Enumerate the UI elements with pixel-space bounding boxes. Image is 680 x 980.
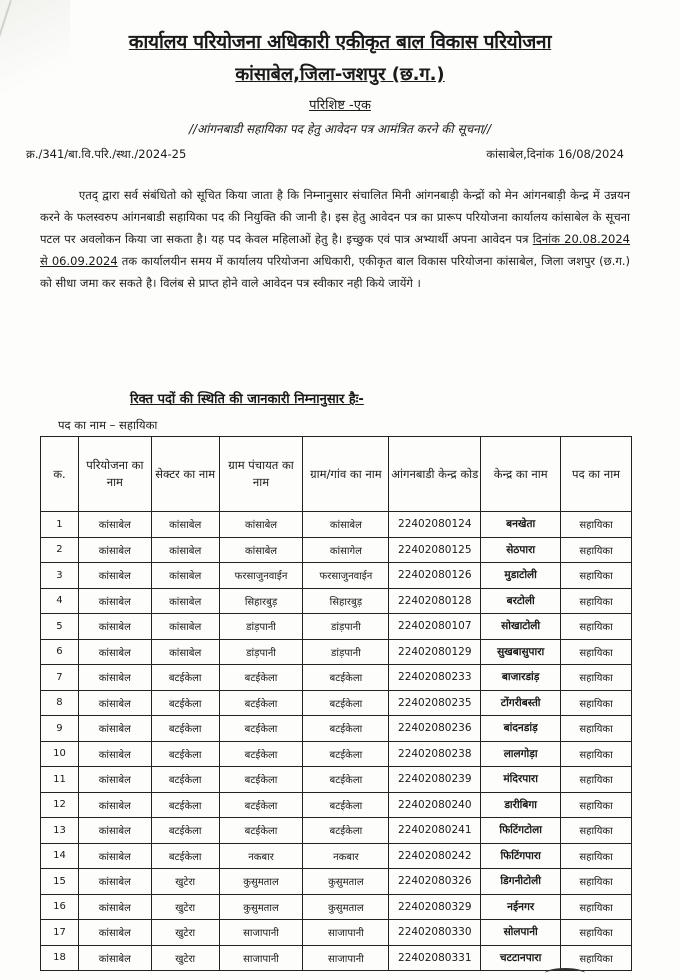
cell-village: कांसागेल: [303, 537, 389, 563]
notice-subject: //आंगनबाडी सहायिका पद हेतु आवेदन पत्र आमंत्रित करने की सूचना//: [188, 122, 492, 136]
cell-sector: कांसाबेल: [151, 614, 219, 640]
cell-serial: 7: [41, 665, 79, 691]
cell-serial: 16: [41, 894, 79, 920]
table-row: [41, 537, 632, 563]
cell-gram-panchayat: बटईकेला: [219, 690, 303, 716]
cell-centre: चटटानपारा: [481, 945, 561, 971]
cell-centre: डारीबिगा: [481, 792, 561, 818]
cell-sector: कांसाबेल: [151, 512, 219, 538]
cell-centre: डिगनीटोली: [481, 869, 561, 895]
cell-project: कांसाबेल: [78, 767, 151, 793]
cell-post: सहायिका: [561, 767, 632, 793]
cell-serial: 11: [41, 767, 79, 793]
cell-serial: 10: [41, 741, 79, 767]
cell-post: सहायिका: [561, 639, 632, 665]
table-row: [41, 588, 632, 614]
cell-code: 22402080241: [389, 818, 481, 844]
cell-centre: सुखबासुपारा: [481, 639, 561, 665]
cell-gram-panchayat: डांड़पानी: [219, 614, 303, 640]
cell-sector: खुटेरा: [151, 894, 219, 920]
cell-gram-panchayat: बटईकेला: [219, 767, 303, 793]
table-row: [41, 818, 632, 844]
cell-village: डांड़पानी: [303, 639, 389, 665]
cell-gram-panchayat: फरसाजुनवाईन: [219, 563, 303, 589]
cell-village: फरसाजुनवाईन: [303, 563, 389, 589]
header-sector-name: सेक्टर का नाम: [151, 437, 219, 512]
cell-centre: फिटिंगटोला: [481, 818, 561, 844]
cell-code: 22402080233: [389, 665, 481, 691]
table-row: [41, 894, 632, 920]
cell-project: कांसाबेल: [78, 665, 151, 691]
cell-serial: 17: [41, 920, 79, 946]
cell-sector: खुटेरा: [151, 945, 219, 971]
header-centre-name: केन्द्र का नाम: [481, 437, 561, 512]
cell-project: कांसाबेल: [78, 894, 151, 920]
cell-village: बटईकेला: [303, 690, 389, 716]
cell-centre: लालगोड़ा: [481, 741, 561, 767]
cell-project: कांसाबेल: [78, 792, 151, 818]
cell-centre: सोलपानी: [481, 920, 561, 946]
cell-sector: बटईकेला: [151, 690, 219, 716]
cell-project: कांसाबेल: [78, 741, 151, 767]
cell-serial: 2: [41, 537, 79, 563]
table-row: [41, 716, 632, 742]
cell-project: कांसाबेल: [78, 843, 151, 869]
cell-code: 22402080242: [389, 843, 481, 869]
cell-serial: 6: [41, 639, 79, 665]
cell-code: 22402080107: [389, 614, 481, 640]
cell-sector: कांसाबेल: [151, 563, 219, 589]
cell-sector: बटईकेला: [151, 792, 219, 818]
cell-centre: बाजारडांड़: [481, 665, 561, 691]
cell-code: 22402080128: [389, 588, 481, 614]
table-row: [41, 690, 632, 716]
cell-post: सहायिका: [561, 665, 632, 691]
cell-serial: 4: [41, 588, 79, 614]
cell-serial: 1: [41, 512, 79, 538]
notice-date: कांसाबेल,दिनांक 16/08/2024: [486, 147, 624, 161]
table-row: [41, 665, 632, 691]
cell-code: 22402080125: [389, 537, 481, 563]
table-row: [41, 741, 632, 767]
cell-sector: खुटेरा: [151, 869, 219, 895]
cell-gram-panchayat: कुसुमताल: [219, 894, 303, 920]
header-village-name: ग्राम/गांव का नाम: [303, 437, 389, 512]
cell-gram-panchayat: डांड़पानी: [219, 639, 303, 665]
cell-code: 22402080326: [389, 869, 481, 895]
notice-paragraph: [40, 184, 630, 294]
cell-village: बटईकेला: [303, 792, 389, 818]
cell-village: कुसुमताल: [303, 894, 389, 920]
cell-code: 22402080124: [389, 512, 481, 538]
cell-sector: बटईकेला: [151, 716, 219, 742]
cell-centre: मुडाटोली: [481, 563, 561, 589]
cell-code: 22402080236: [389, 716, 481, 742]
cell-post: सहायिका: [561, 945, 632, 971]
cell-centre: सेठपारा: [481, 537, 561, 563]
cell-serial: 9: [41, 716, 79, 742]
cell-post: सहायिका: [561, 690, 632, 716]
cell-sector: बटईकेला: [151, 818, 219, 844]
cell-centre: सोखाटोली: [481, 614, 561, 640]
cell-village: नकबार: [303, 843, 389, 869]
table-row: [41, 792, 632, 818]
cell-sector: बटईकेला: [151, 843, 219, 869]
header-gram-panchayat: ग्राम पंचायत का नाम: [219, 437, 303, 512]
cell-project: कांसाबेल: [78, 818, 151, 844]
cell-sector: बटईकेला: [151, 665, 219, 691]
cell-gram-panchayat: बटईकेला: [219, 741, 303, 767]
cell-project: कांसाबेल: [78, 945, 151, 971]
cell-gram-panchayat: कांसाबेल: [219, 537, 303, 563]
cell-village: बटईकेला: [303, 741, 389, 767]
cell-code: 22402080239: [389, 767, 481, 793]
cell-sector: बटईकेला: [151, 767, 219, 793]
office-title: कार्यालय परियोजना अधिकारी एकीकृत बाल विकास परियोजना: [128, 31, 552, 53]
cell-village: बटईकेला: [303, 665, 389, 691]
cell-code: 22402080129: [389, 639, 481, 665]
table-row: [41, 767, 632, 793]
cell-centre: नईनगर: [481, 894, 561, 920]
cell-post: सहायिका: [561, 869, 632, 895]
cell-centre: मंदिरपारा: [481, 767, 561, 793]
cell-sector: खुटेरा: [151, 920, 219, 946]
post-name-line: पद का नाम – सहायिका: [58, 418, 158, 432]
table-row: [41, 869, 632, 895]
cell-village: बटईकेला: [303, 818, 389, 844]
cell-post: सहायिका: [561, 741, 632, 767]
cell-project: कांसाबेल: [78, 614, 151, 640]
cell-gram-panchayat: कुसुमताल: [219, 869, 303, 895]
paragraph-part-1: एतद् द्वारा सर्व संबंधितो को सूचित किया जाता है कि निम्नानुसार संचालित मिनी आंगनबाड़ी केन्द्रों को मेन आंगनबाड़ी केन्द्र में उन्नयन करने के फलस्वरुप आंगनबाडी सहायिका पद की नियुक्ति की जानी है। इस हेतु आवेदन पत्र का प्रारूप परियोजना कार्यालय कांसाबेल के सूचना पटल पर अवलोकन किया जा सकता है। यह पद केवल महिलाओं हेतु है। इच्छुक एवं पात्र अभ्यार्थी अपना आवेदन पत्र: [40, 188, 630, 246]
table-body: [41, 512, 632, 971]
cell-project: कांसाबेल: [78, 690, 151, 716]
cell-village: डांड़पानी: [303, 614, 389, 640]
cell-sector: कांसाबेल: [151, 537, 219, 563]
cell-village: सिहारबुड़: [303, 588, 389, 614]
cell-centre: टोंगरीबस्ती: [481, 690, 561, 716]
cell-post: सहायिका: [561, 792, 632, 818]
cell-code: 22402080235: [389, 690, 481, 716]
cell-code: 22402080126: [389, 563, 481, 589]
table-row: [41, 614, 632, 640]
cell-code: 22402080240: [389, 792, 481, 818]
cell-centre: बनखेता: [481, 512, 561, 538]
cell-centre: बांदनडांड़: [481, 716, 561, 742]
table-row: [41, 920, 632, 946]
cell-project: कांसाबेल: [78, 512, 151, 538]
cell-village: बटईकेला: [303, 767, 389, 793]
cell-post: सहायिका: [561, 716, 632, 742]
cell-village: साजापानी: [303, 920, 389, 946]
cell-post: सहायिका: [561, 563, 632, 589]
cell-serial: 18: [41, 945, 79, 971]
cell-centre: फिटिंगपारा: [481, 843, 561, 869]
cell-sector: बटईकेला: [151, 741, 219, 767]
cell-centre: बरटोली: [481, 588, 561, 614]
cell-gram-panchayat: सिहारबुड़: [219, 588, 303, 614]
cell-project: कांसाबेल: [78, 716, 151, 742]
table-row: [41, 563, 632, 589]
cell-post: सहायिका: [561, 614, 632, 640]
cell-serial: 15: [41, 869, 79, 895]
header-anganwadi-code: आंगनबाडी केन्द्र कोड: [389, 437, 481, 512]
cell-village: कुसुमताल: [303, 869, 389, 895]
header-project-name: परियोजना का नाम: [78, 437, 151, 512]
paragraph-part-2: तक कार्यालयीन समय में कार्यालय परियोजना अधिकारी, एकीकृत बाल विकास परियोजना कांसाबेल, जिला जशपुर (छ.ग.) को सीधा जमा कर सकते है। विलंब से प्राप्त होने वाले आवेदन पत्र स्वीकार नही किये जायेंगे ।: [40, 254, 630, 290]
vacancy-table: [40, 436, 632, 971]
cell-gram-panchayat: बटईकेला: [219, 792, 303, 818]
cell-post: सहायिका: [561, 843, 632, 869]
cell-post: सहायिका: [561, 588, 632, 614]
reference-number: क्र./341/बा.वि.परि./स्था./2024-25: [26, 147, 187, 161]
cell-project: कांसाबेल: [78, 588, 151, 614]
cell-post: सहायिका: [561, 818, 632, 844]
cell-gram-panchayat: कांसाबेल: [219, 512, 303, 538]
cell-serial: 3: [41, 563, 79, 589]
application-date-range: दिनांक 20.08.2024 से 06.09.2024: [40, 232, 630, 268]
header-post-name: पद का नाम: [561, 437, 632, 512]
header-serial: क.: [41, 437, 79, 512]
cell-project: कांसाबेल: [78, 563, 151, 589]
cell-gram-panchayat: बटईकेला: [219, 818, 303, 844]
table-row: [41, 512, 632, 538]
cell-project: कांसाबेल: [78, 537, 151, 563]
cell-gram-panchayat: साजापानी: [219, 920, 303, 946]
cell-serial: 12: [41, 792, 79, 818]
cell-post: सहायिका: [561, 537, 632, 563]
cell-project: कांसाबेल: [78, 869, 151, 895]
cell-serial: 8: [41, 690, 79, 716]
cell-gram-panchayat: बटईकेला: [219, 665, 303, 691]
table-row: [41, 843, 632, 869]
cell-gram-panchayat: बटईकेला: [219, 716, 303, 742]
cell-project: कांसाबेल: [78, 639, 151, 665]
cell-serial: 5: [41, 614, 79, 640]
table-row: [41, 639, 632, 665]
cell-serial: 13: [41, 818, 79, 844]
vacancy-heading: रिक्त पदों की स्थिति की जानकारी निम्नानुसार हैः-: [130, 392, 364, 407]
cell-post: सहायिका: [561, 512, 632, 538]
table-row: [41, 945, 632, 971]
cell-code: 22402080238: [389, 741, 481, 767]
cell-code: 22402080331: [389, 945, 481, 971]
cell-serial: 14: [41, 843, 79, 869]
cell-code: 22402080330: [389, 920, 481, 946]
cell-post: सहायिका: [561, 894, 632, 920]
cell-gram-panchayat: साजापानी: [219, 945, 303, 971]
cell-sector: कांसाबेल: [151, 588, 219, 614]
cell-village: बटईकेला: [303, 716, 389, 742]
cell-sector: कांसाबेल: [151, 639, 219, 665]
cell-post: सहायिका: [561, 920, 632, 946]
cell-code: 22402080329: [389, 894, 481, 920]
signature-scribble: [545, 968, 585, 978]
table-header-row: [41, 437, 632, 512]
cell-village: साजापानी: [303, 945, 389, 971]
office-location: कांसाबेल,जिला-जशपुर (छ.ग.): [235, 64, 445, 85]
cell-project: कांसाबेल: [78, 920, 151, 946]
appendix-label: परिशिष्ट -एक: [309, 98, 371, 113]
cell-village: कांसाबेल: [303, 512, 389, 538]
cell-gram-panchayat: नकबार: [219, 843, 303, 869]
